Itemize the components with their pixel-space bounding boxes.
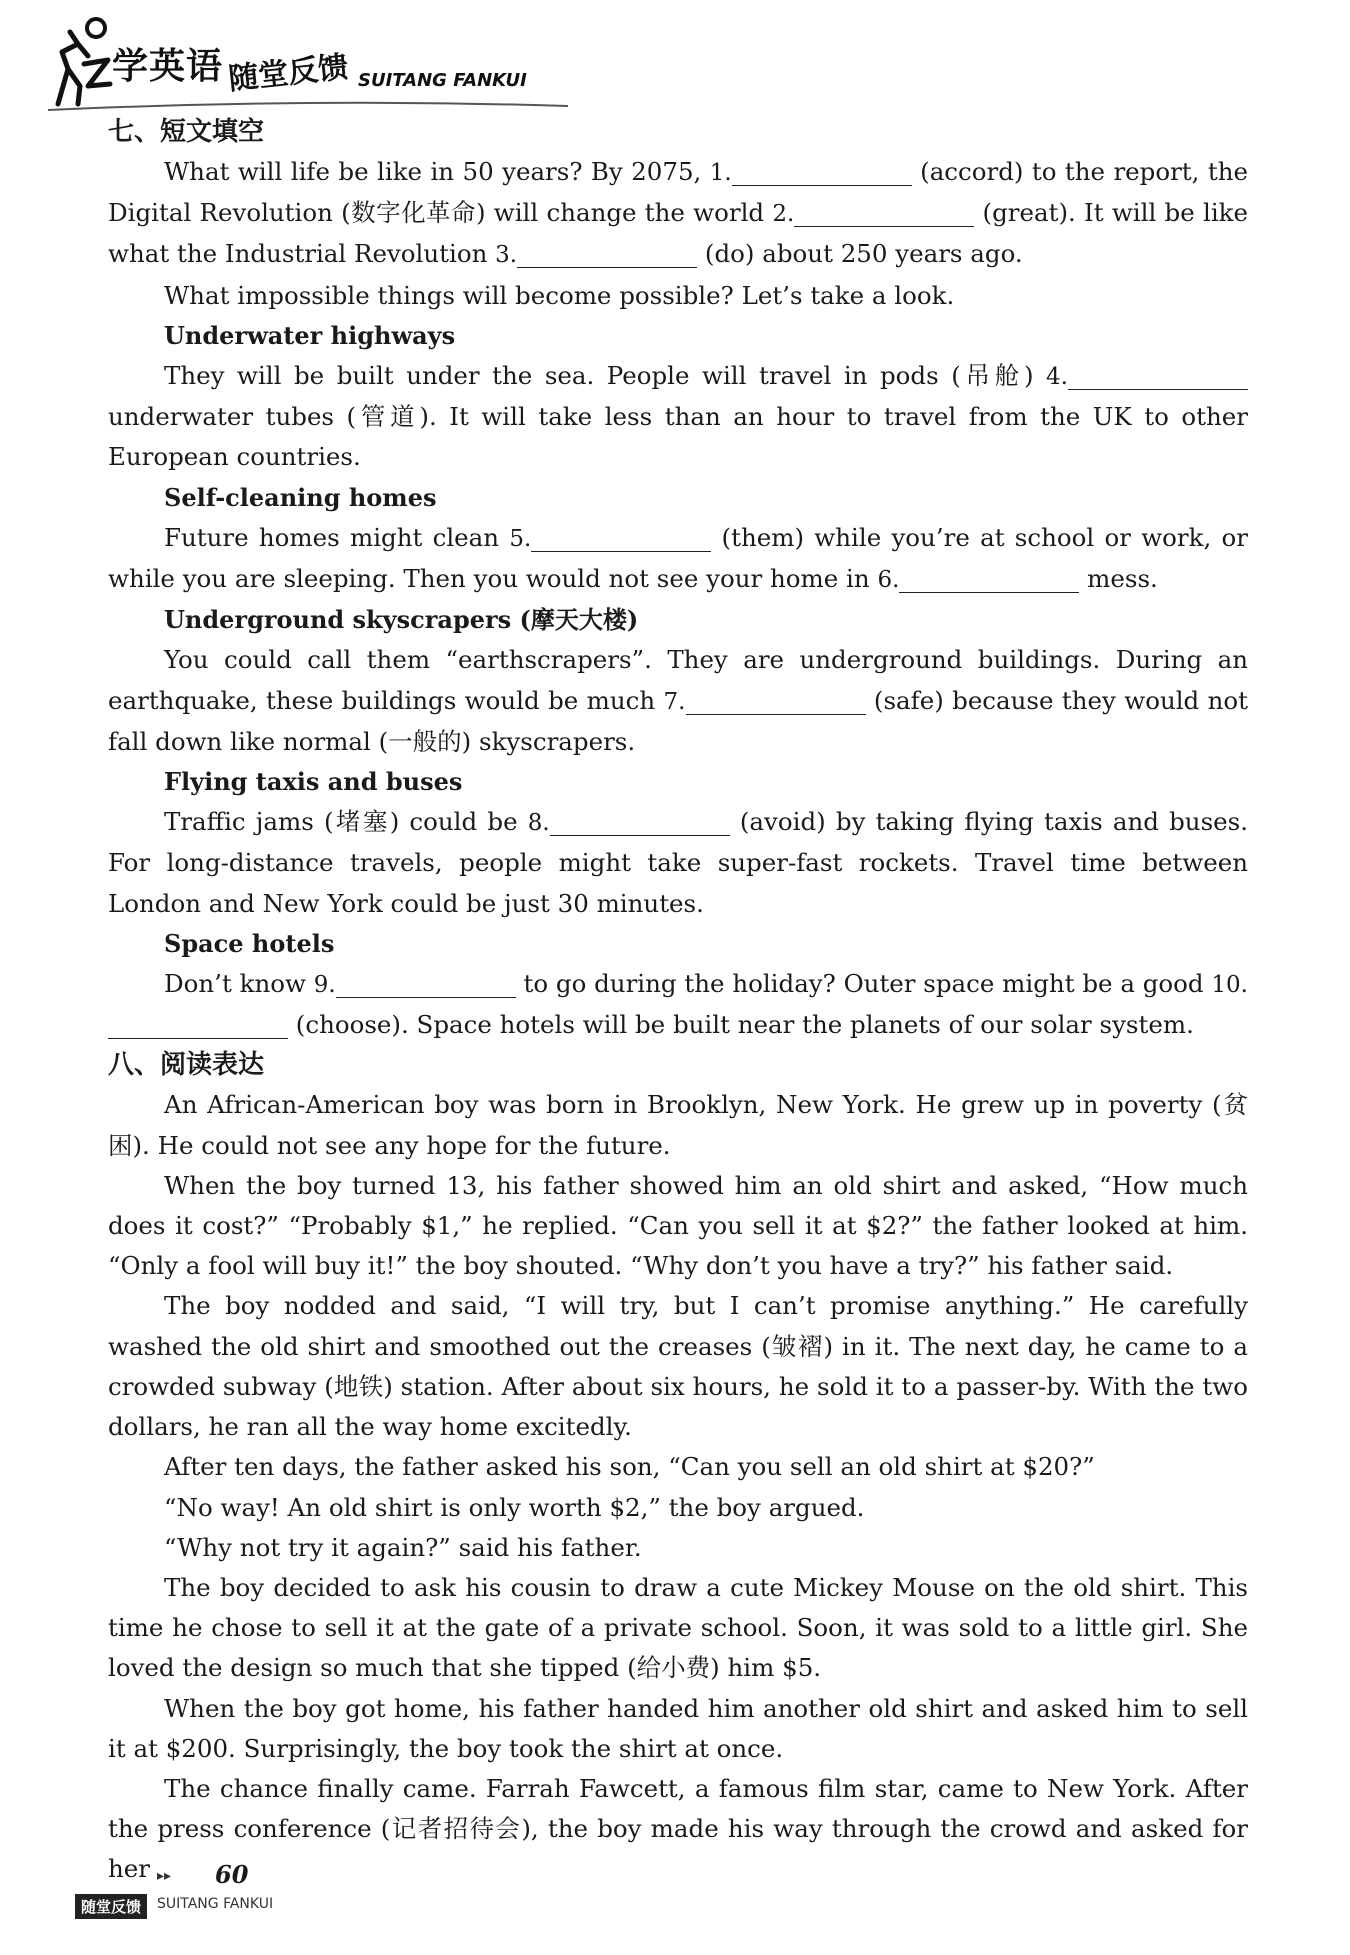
answer-blank[interactable] <box>531 523 711 552</box>
blank-number: 7. <box>663 688 686 715</box>
subsection-title: Underground skyscrapers (摩天大楼) <box>164 605 639 635</box>
page-footer <box>75 1860 375 1920</box>
passage-text: What will life be like in 50 years? By 2075, <box>164 157 710 186</box>
double-arrow-icon: ▸▸ <box>157 1868 172 1884</box>
passage-text: What impossible things will become possible? Let’s take a look. <box>164 280 955 310</box>
subsection-title: Flying taxis and buses <box>164 767 463 797</box>
blank-number: 6. <box>877 567 900 594</box>
answer-blank[interactable] <box>686 686 866 715</box>
cloze-intro <box>108 152 1248 316</box>
answer-blank[interactable] <box>550 807 730 836</box>
answer-blank[interactable] <box>1068 361 1248 390</box>
footer-badge: 随堂反馈 <box>75 1894 147 1919</box>
answer-blank[interactable] <box>794 198 974 227</box>
footer-latin-text: SUITANG FANKUI <box>157 1896 274 1912</box>
cloze-parts <box>108 316 1248 1046</box>
answer-blank[interactable] <box>732 157 912 186</box>
passage-text: Don’t know <box>164 969 314 999</box>
page-header <box>48 14 568 106</box>
cloze-paragraph <box>108 152 1248 276</box>
section-heading-cloze: 七、短文填空 <box>108 117 265 147</box>
passage-text: You could call them “earthscrapers”. They are underground buildings. During an earthquake, these buildings would be much <box>108 645 1248 715</box>
passage-text: They will be built under the sea. People will travel in pods (吊舱) <box>164 361 1047 391</box>
blank-number: 10. <box>1211 972 1248 999</box>
cloze-paragraph <box>108 802 1248 924</box>
running-figure-logo-icon <box>48 14 118 109</box>
cloze-paragraph <box>108 356 1248 478</box>
subsection-title: Underwater highways <box>164 320 456 350</box>
cloze-paragraph <box>108 964 1248 1045</box>
reading-paragraph: The boy nodded and said, “I will try, but I can’t promise anything.” He carefully washed the old shirt and smoothed out the creases (皱褶) in it. The next day, he came to a crowded subway (地铁) station. After about six hours, he sold it to a passer-by. With the two dollars, he ran all the way home excitedly. <box>108 1291 1248 1442</box>
blank-number: 1. <box>709 160 732 186</box>
reading-paragraph: After ten days, the father asked his son, “Can you sell an old shirt at $20?” <box>164 1452 1095 1482</box>
blank-number: 9. <box>313 972 336 999</box>
cloze-paragraph <box>108 276 1248 316</box>
reading-paragraph: “No way! An old shirt is only worth $2,” the boy argued. <box>164 1492 865 1522</box>
reading-paragraph: The chance finally came. Farrah Fawcett, a famous film star, came to New York. After the press conference (记者招待会), the boy made his way through the crowd and asked for her <box>108 1773 1248 1884</box>
passage-text: (accord) to the report, the Digital Revolution (数字化革命) will change the world <box>108 157 1248 228</box>
answer-blank[interactable] <box>899 564 1079 593</box>
blank-number: 4. <box>1046 364 1068 391</box>
blank-number: 5. <box>509 525 532 552</box>
section-heading-reading: 八、阅读表达 <box>108 1050 265 1081</box>
passage-text: (them) while you’re at school or work, or while you are sleeping. Then you would not see your home in <box>108 522 1248 594</box>
passage-text: (avoid) by taking flying taxis and buses. For long-distance travels, people might take super-fast rockets. Travel time between London and New York could be just 30 minutes. <box>108 807 1249 918</box>
cloze-paragraph <box>108 518 1248 600</box>
answer-blank[interactable] <box>108 1010 288 1039</box>
subsection-title: Space hotels <box>164 928 335 958</box>
blank-number: 8. <box>527 810 550 837</box>
reading-paragraph: “Why not try it again?” said his father. <box>164 1532 642 1562</box>
subsection-title: Self-cleaning homes <box>164 482 437 512</box>
cloze-paragraph <box>108 640 1248 762</box>
passage-text: Future homes might clean <box>164 522 510 552</box>
reading-paragraph: When the boy turned 13, his father showed him an old shirt and asked, “How much does it cost?” “Probably $1,” he replied. “Can you sell it at $2?” the father looked at him. “Only a fool will buy it!” the boy shouted. “Why don’t you have a try?” his father said. <box>108 1170 1248 1281</box>
passage-text: (great). It will be like what the Industrial Revolution <box>108 198 1248 269</box>
page-number: 60 <box>215 1860 249 1889</box>
reading-paragraph: An African-American boy was born in Brooklyn, New York. He grew up in poverty (贫困). He could not see any hope for the future. <box>108 1090 1248 1160</box>
reading-paragraph: The boy decided to ask his cousin to draw a cute Mickey Mouse on the old shirt. This time he chose to sell it at the gate of a private school. Soon, it was sold to a little girl. She loved the design so much that she tipped (给小费) him $5. <box>108 1572 1248 1683</box>
answer-blank[interactable] <box>336 969 516 998</box>
logo-title: 学英语 <box>112 46 224 87</box>
logo-latin-text: SUITANG FANKUI <box>358 70 527 91</box>
answer-blank[interactable] <box>517 239 697 268</box>
passage-text: (choose). Space hotels will be built near the planets of our solar system. <box>288 1010 1194 1040</box>
reading-passage <box>108 1085 1248 1889</box>
passage-text: to go during the holiday? Outer space might be a good <box>515 969 1212 999</box>
passage-text: (safe) because they would not fall down like normal (一般的) skyscrapers. <box>108 685 1248 756</box>
blank-number: 2. <box>772 201 795 228</box>
logo-subtitle: 随堂反馈 <box>226 49 350 98</box>
passage-text: mess. <box>1079 564 1158 594</box>
page-content <box>108 112 1248 1890</box>
passage-text: underwater tubes (管道). It will take less than an hour to travel from the UK to other European countries. <box>108 402 1248 472</box>
passage-text: (do) about 250 years ago. <box>697 239 1023 269</box>
passage-text: Traffic jams (堵塞) could be <box>164 807 528 837</box>
blank-number: 3. <box>495 242 518 269</box>
reading-paragraph: When the boy got home, his father handed him another old shirt and asked him to sell it at $200. Surprisingly, the boy took the shirt at once. <box>108 1693 1248 1763</box>
